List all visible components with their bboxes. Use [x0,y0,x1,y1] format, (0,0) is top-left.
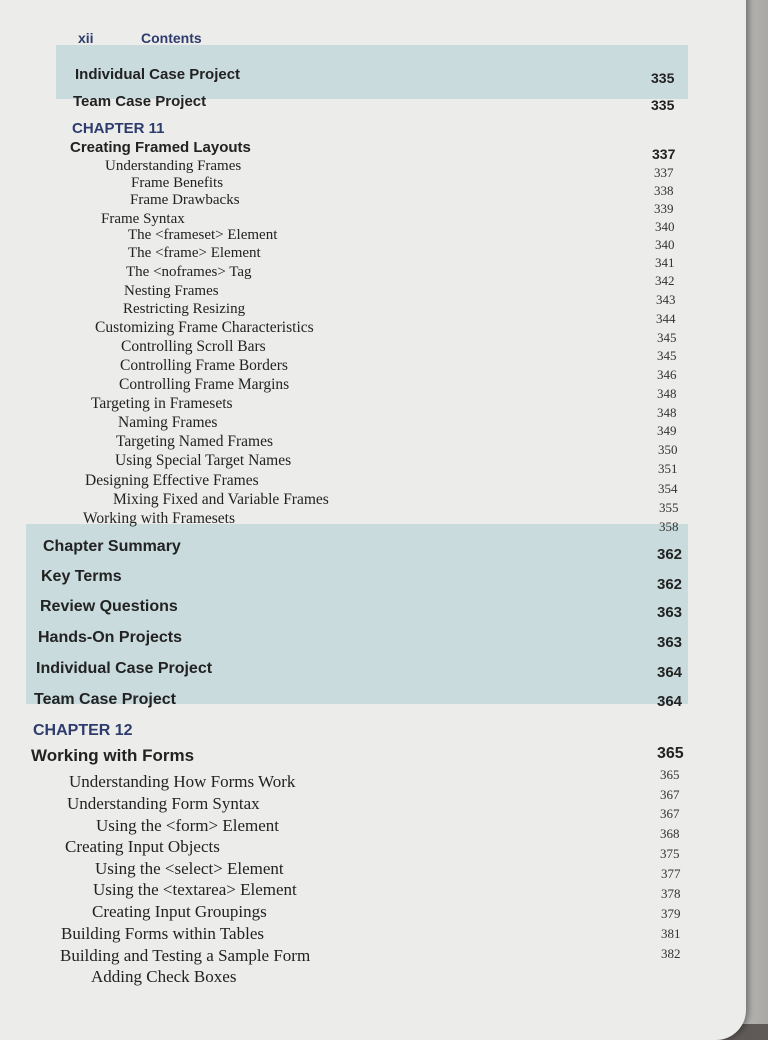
toc-page-number: 345 [657,348,677,363]
toc-page-number: 335 [651,97,675,113]
toc-page-number: 346 [657,367,677,382]
toc-entry: Controlling Frame Borders [120,357,288,374]
toc-entry: Creating Framed Layouts [70,139,251,156]
toc-entry: Understanding How Forms Work [69,772,296,791]
toc-page-number: 348 [657,405,677,420]
toc-entry: Chapter Summary [43,538,181,555]
toc-page-number: 343 [656,292,676,307]
toc-page-number: 379 [661,906,681,921]
toc-entry: Restricting Resizing [123,301,246,317]
page-title: Contents [141,30,202,46]
toc-entry: Working with Forms [31,746,195,765]
toc-entry: Review Questions [40,598,178,615]
toc-entry: Hands-On Projects [38,629,183,646]
toc-entry: Customizing Frame Characteristics [95,319,314,336]
toc-entry: Using Special Target Names [115,452,292,469]
toc-entry: Team Case Project [73,93,207,110]
toc-page-number: 358 [659,519,679,534]
toc-page-number: 340 [655,219,675,234]
toc-page-number: 375 [660,846,680,861]
toc-page-number: 382 [661,946,681,961]
toc-page-number: 363 [657,634,683,651]
toc-entry: Key Terms [41,568,122,585]
toc-page-number: 345 [657,330,677,345]
toc-entry: The <frameset> Element [128,227,278,243]
toc-page-number: 354 [658,481,678,496]
toc-page-number: 342 [655,273,675,288]
toc-page-number: 339 [654,201,674,216]
toc-entry: Building and Testing a Sample Form [60,946,311,965]
toc-page-number: 364 [657,664,683,681]
toc-entry: Mixing Fixed and Variable Frames [113,491,329,508]
toc-entry: Designing Effective Frames [85,472,259,489]
toc-page-number: 355 [659,500,679,515]
toc-page-number: 381 [661,926,681,941]
toc-entry: Team Case Project [34,691,176,708]
toc-page-number: 340 [655,237,675,252]
toc-page-number: 362 [657,546,683,563]
toc-entry: Working with Framesets [83,510,236,527]
toc-page-number: 349 [657,423,677,438]
toc-entry: Using the <form> Element [96,816,279,835]
toc-page-number: 367 [660,787,680,802]
toc-entry: CHAPTER 11 [72,120,165,137]
toc-page-number: 335 [651,70,675,86]
toc-entry: Controlling Frame Margins [119,376,290,393]
toc-page-number: 378 [661,886,681,901]
toc-page-number: 365 [660,767,680,782]
toc-page-number: 337 [654,165,674,180]
toc-page-number: 364 [657,693,683,710]
toc-entry: Frame Benefits [131,175,224,191]
toc-page-number: 362 [657,576,683,593]
toc-page-number: 367 [660,806,680,821]
toc-entry: Adding Check Boxes [91,967,237,986]
toc-page-number: 338 [654,183,674,198]
toc-entry: Understanding Form Syntax [67,794,260,813]
page-number-label: xii [78,30,94,46]
toc-page-number: 363 [657,604,683,621]
toc-entry: The <frame> Element [128,245,261,261]
toc-page-number: 365 [657,745,684,762]
toc-entry: The <noframes> Tag [126,264,252,280]
toc-page-number: 348 [657,386,677,401]
toc-entry: Individual Case Project [36,660,213,677]
toc-page-number: 350 [658,442,678,457]
toc-entry: Frame Drawbacks [130,192,240,208]
toc-entry: Frame Syntax [101,211,185,227]
toc-page-number: 377 [661,866,681,881]
toc-entry: Controlling Scroll Bars [121,338,266,355]
toc-entry: Creating Input Groupings [92,902,267,921]
toc-entry: Targeting in Framesets [91,395,233,412]
toc-entry: Building Forms within Tables [61,924,264,943]
toc-entry: Naming Frames [118,414,218,431]
toc-page-number: 337 [652,146,676,162]
toc-entry: Creating Input Objects [65,837,220,856]
toc-page-number: 344 [656,311,676,326]
toc-page-number: 368 [660,826,680,841]
toc-page-number: 341 [655,255,675,270]
toc-entry: Individual Case Project [75,66,241,83]
toc-entry: CHAPTER 12 [33,722,133,739]
toc-page-number: 351 [658,461,678,476]
toc-entry: Targeting Named Frames [116,433,274,450]
toc-entry: Using the <textarea> Element [93,880,297,899]
toc-entry: Nesting Frames [124,283,219,299]
toc-entry: Using the <select> Element [95,859,284,878]
toc-entry: Understanding Frames [105,158,242,174]
